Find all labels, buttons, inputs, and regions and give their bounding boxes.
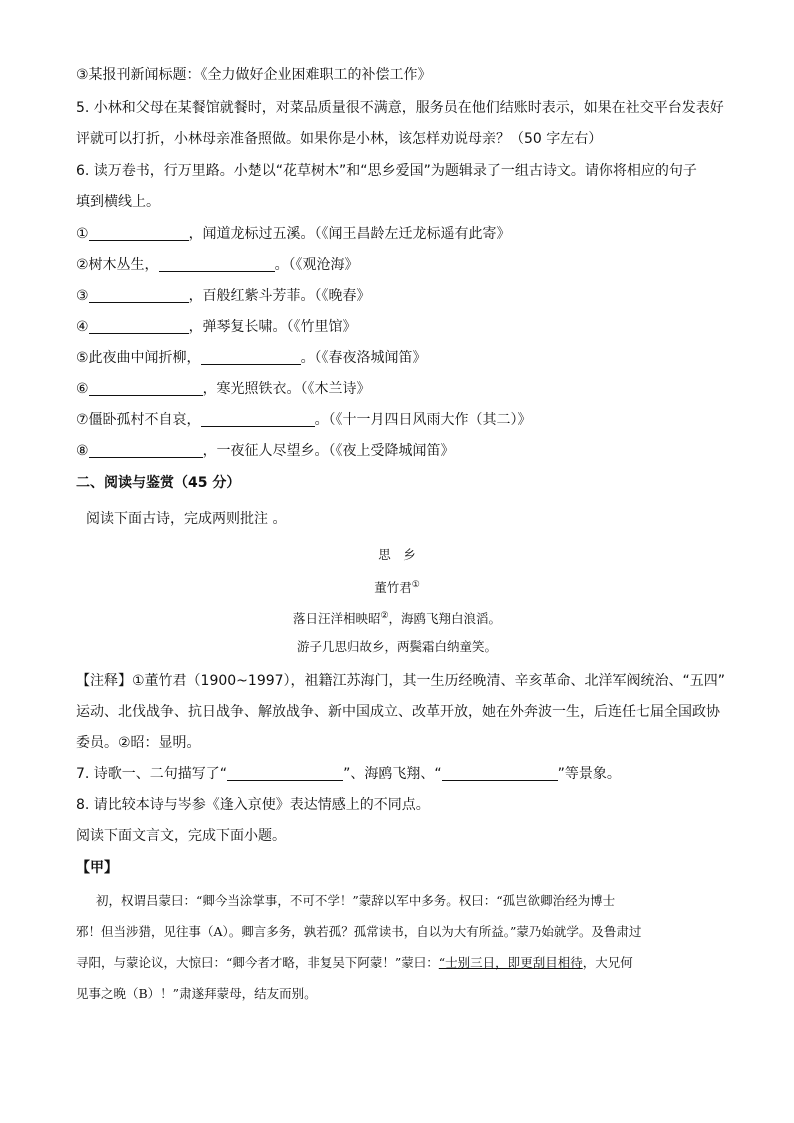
poem-fill-item	[76, 411, 532, 429]
poem-fill-item	[76, 442, 455, 460]
passage-line-4: 见事之晚（B）！”肃遂拜蒙母，结友而别。	[76, 986, 317, 1001]
q7-middle: ”、海鸥飞翔、“	[343, 766, 442, 782]
item-prefix: ①	[76, 226, 89, 242]
poem-fill-item	[76, 318, 357, 336]
footnote-mark: ②	[380, 611, 389, 621]
passage-line-3	[76, 954, 633, 972]
underlined-sentence: “士别三日，即更刮目相待	[438, 955, 583, 970]
poem-author	[0, 576, 794, 597]
question-6-line-1: 6. 读万卷书，行万里路。小楚以“花草树木”和“思乡爱国”为题辑录了一组古诗文。请你将相应的句子	[76, 163, 697, 179]
item-prefix: ⑧	[76, 443, 89, 459]
answer-blank[interactable]	[89, 226, 189, 241]
item-prefix: ⑤此夜曲中闻折柳，	[76, 350, 201, 366]
answer-blank[interactable]	[442, 766, 558, 781]
poem-text: ，海鸥飞翔白浪滔。	[388, 611, 502, 627]
poem-fill-item	[76, 287, 371, 305]
item-suffix: 。（《十一月四日风雨大作（其二）》	[314, 412, 532, 428]
passage-line-2: 邪！但当涉猎，见往事（A）。卿言多务，孰若孤？孤常读书，自以为大有所益。”蒙乃始就学。及鲁肃过	[76, 924, 642, 939]
poem-line-1	[0, 607, 794, 628]
answer-blank[interactable]	[89, 319, 189, 334]
footnote-mark: ①	[411, 580, 420, 590]
item-suffix: 。（《观沧海》	[274, 257, 359, 273]
item-suffix: 。（《春夜洛城闻笛》	[300, 350, 427, 366]
poem-title: 思 乡	[378, 547, 416, 562]
annotation-line-3: 委员。②昭：显明。	[76, 735, 201, 751]
item-suffix: ，闻道龙标过五溪。（《闻王昌龄左迁龙标遥有此寄》	[188, 226, 511, 242]
question-5-line-1: 5. 小林和父母在某餐馆就餐时，对菜品质量很不满意，服务员在他们结账时表示，如果在社交平台发表好	[76, 100, 724, 116]
section-intro: 阅读下面古诗，完成两则批注 。	[86, 511, 287, 527]
item-suffix: ，寒光照铁衣。（《木兰诗》	[202, 381, 371, 397]
passage-label: 【甲】	[76, 860, 118, 876]
item-prefix: ③	[76, 288, 89, 304]
question-5-line-2: 评就可以打折，小林母亲准备照做。如果你是小林，该怎样劝说母亲？（50 字左右）	[76, 131, 603, 147]
question-7	[76, 765, 621, 783]
poem-text: 落日汪洋相映昭	[292, 611, 381, 627]
answer-blank[interactable]	[89, 381, 203, 396]
passage-line-1: 初，权谓吕蒙曰：“卿今当涂掌事，不可不学！”蒙辞以军中多务。权曰：“孤岂欲卿治经为博士	[96, 893, 616, 908]
poem-line-2: 游子几思归故乡，两鬓霜白纳童笑。	[296, 639, 497, 654]
answer-blank[interactable]	[201, 412, 315, 427]
item-suffix: ，百般红紫斗芳菲。（《晚春》	[188, 288, 371, 304]
q7-suffix: ”等景象。	[557, 766, 621, 782]
annotation-line-2: 运动、北伐战争、抗日战争、解放战争、新中国成立、改革开放，她在外奔波一生，后连任七届全国政协	[76, 704, 720, 720]
item-prefix: ④	[76, 319, 89, 335]
poem-fill-item	[76, 380, 371, 398]
item-suffix: ，一夜征人尽望乡。（《夜上受降城闻笛》	[202, 443, 455, 459]
item-suffix: ，弹琴复长啸。（《竹里馆》	[188, 319, 357, 335]
item-prefix: ②树木丛生，	[76, 257, 159, 273]
answer-blank[interactable]	[89, 443, 203, 458]
answer-blank[interactable]	[89, 288, 189, 303]
annotation-line-1: 【注释】①董竹君（1900~1997），祖籍江苏海门，其一生历经晚清、辛亥革命、北洋军阀统治、“五四”	[76, 673, 726, 689]
answer-blank[interactable]	[159, 257, 275, 272]
q7-prefix: 7. 诗歌一、二句描写了“	[76, 766, 228, 782]
item-prefix: ⑦僵卧孤村不自哀，	[76, 412, 201, 428]
reading-intro: 阅读下面文言文，完成下面小题。	[76, 828, 286, 844]
section-heading: 二、阅读与鉴赏（45 分）	[76, 475, 241, 491]
passage-text: ，大兄何	[582, 955, 633, 970]
answer-blank[interactable]	[227, 766, 343, 781]
passage-text: 寻阳，与蒙论议，大惊曰：“卿今者才略，非复吴下阿蒙！”蒙曰：	[76, 955, 439, 970]
question-4-item-3: ③某报刊新闻标题：《全力做好企业困难职工的补偿工作》	[76, 67, 432, 83]
answer-blank[interactable]	[201, 350, 301, 365]
question-8: 8. 请比较本诗与岑参《逢入京使》表达情感上的不同点。	[76, 797, 430, 813]
poem-fill-item	[76, 256, 359, 274]
author-name: 董竹君	[374, 580, 412, 596]
item-prefix: ⑥	[76, 381, 89, 397]
poem-fill-item	[76, 225, 511, 243]
question-6-line-2: 填到横线上。	[76, 194, 160, 210]
poem-fill-item	[76, 349, 427, 367]
